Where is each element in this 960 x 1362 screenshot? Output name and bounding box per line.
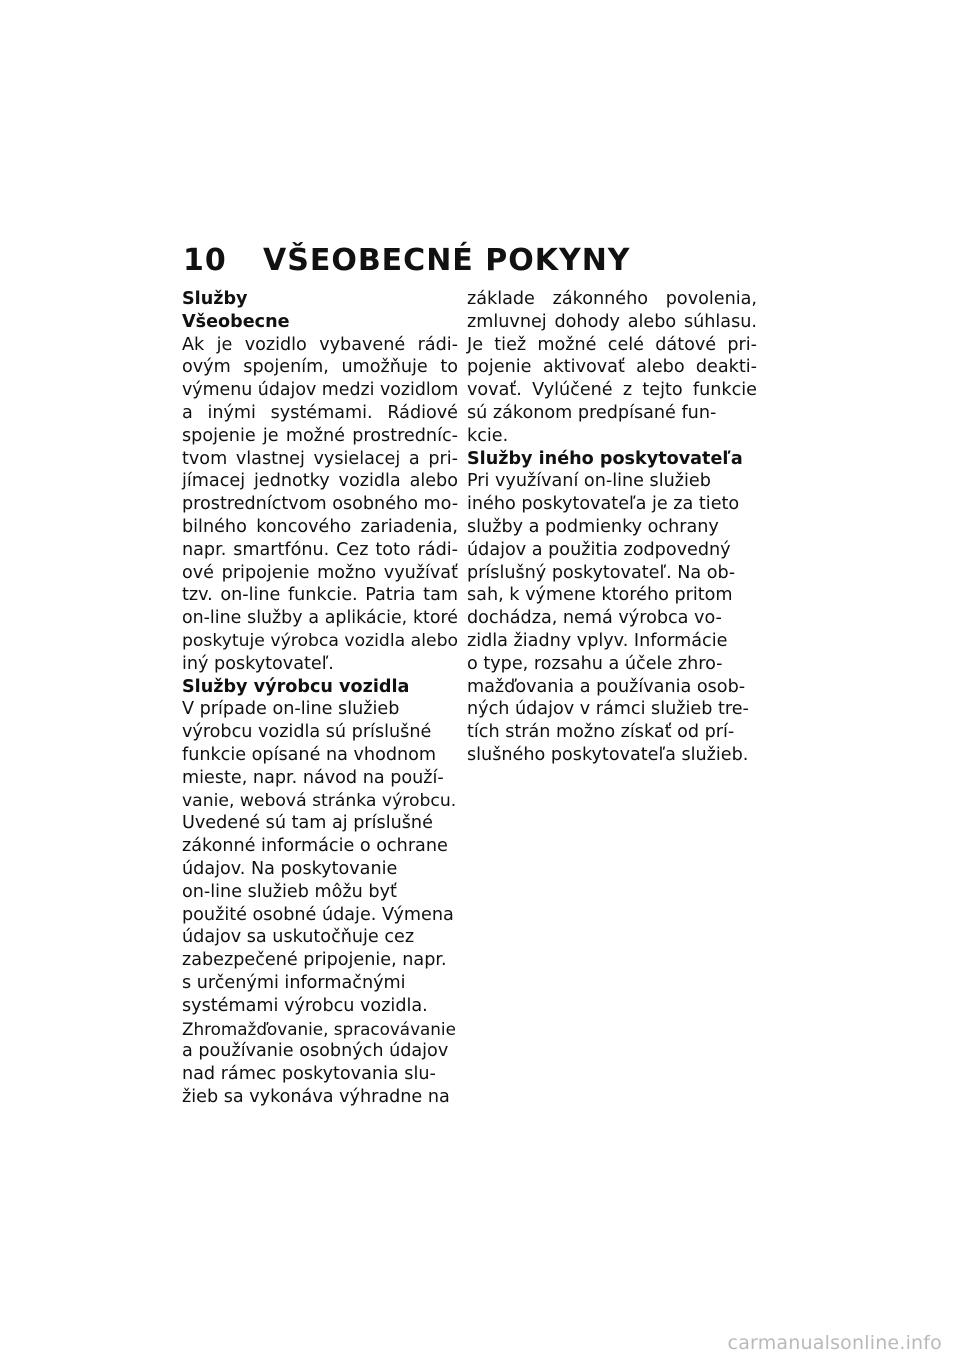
text-line: ovým spojením, umožňuje to <box>182 357 458 378</box>
text-line: zidla žiadny vplyv. Informácie <box>467 630 728 651</box>
text-line: systémami výrobcu vozidla. <box>182 995 428 1016</box>
section-heading: Všeobecne <box>182 311 290 332</box>
text-line: V prípade on-line služieb <box>182 699 400 720</box>
text-line: funkcie opísané na vhodnom <box>182 744 437 765</box>
text-line: sah, k výmene ktorého pritom <box>467 585 733 606</box>
text-line: prostredníctvom osobného mo- <box>182 494 459 515</box>
text-line: napr. smartfónu. Cez toto rádi- <box>182 539 458 560</box>
text-line: Pri využívaní on-line služieb <box>467 471 711 492</box>
text-line: ové pripojenie možno využívať <box>182 562 458 583</box>
text-line: vanie, webová stránka výrobcu. <box>182 790 457 811</box>
text-line: spojenie je možné prostredníc- <box>182 425 458 446</box>
text-line: poskytuje výrobca vozidla alebo <box>182 630 458 651</box>
text-line: základe zákonného povolenia, <box>467 289 757 309</box>
chapter-title: VŠEOBECNÉ POKYNY <box>263 243 631 278</box>
text-line: služby a podmienky ochrany <box>467 516 719 537</box>
text-line: o type, rozsahu a účele zhro- <box>467 653 723 674</box>
text-line: žieb sa vykonáva výhradne na <box>182 1086 450 1107</box>
text-line: Zhromažďovanie, spracovávanie <box>182 1018 456 1039</box>
text-line: mieste, napr. návod na použí- <box>182 767 444 788</box>
footer-watermark: carmanualsonline.info <box>727 1332 942 1354</box>
section-heading: Služby <box>182 289 248 309</box>
chapter-header <box>183 243 631 278</box>
text-line: výmenu údajov medzi vozidlom <box>182 380 459 401</box>
right-text-column <box>467 288 757 767</box>
text-line: dochádza, nemá výrobca vo- <box>467 608 722 629</box>
text-line: vovať. Vylúčené z tejto funkcie <box>467 380 757 401</box>
text-line: výrobcu vozidla sú príslušné <box>182 722 432 743</box>
text-line: a používanie osobných údajov <box>182 1041 449 1062</box>
text-line: použité osobné údaje. Výmena <box>182 904 454 925</box>
text-line: bilného koncového zariadenia, <box>182 516 458 537</box>
text-line: on-line služieb môžu byť <box>182 881 397 902</box>
text-line: jímacej jednotky vozidla alebo <box>182 471 458 492</box>
text-line: nad rámec poskytovania slu- <box>182 1064 436 1085</box>
text-line: zmluvnej dohody alebo súhlasu. <box>467 311 757 332</box>
section-heading: Služby výrobcu vozidla <box>182 676 410 697</box>
text-line: on-line služby a aplikácie, ktoré <box>182 608 458 629</box>
text-line: tvom vlastnej vysielacej a pri- <box>182 448 458 469</box>
text-line: údajov. Na poskytovanie <box>182 858 398 879</box>
section-heading: Služby iného poskytovateľa <box>467 448 743 469</box>
text-line: zabezpečené pripojenie, napr. <box>182 950 447 971</box>
text-line: Je tiež možné celé dátové pri- <box>467 334 757 355</box>
text-line: údajov a použitia zodpovedný <box>467 539 731 560</box>
text-line: sú zákonom predpísané fun- <box>467 402 717 423</box>
text-line: zákonné informácie o ochrane <box>182 836 448 857</box>
text-line: iný poskytovateľ. <box>182 653 334 674</box>
text-line: a inými systémami. Rádiové <box>182 402 458 423</box>
text-line: Ak je vozidlo vybavené rádi- <box>182 334 458 355</box>
text-line: ných údajov v rámci služieb tre- <box>467 699 749 720</box>
text-line: tích strán možno získať od prí- <box>467 722 735 743</box>
left-text-column <box>182 288 458 1109</box>
text-line: mažďovania a používania osob- <box>467 676 746 697</box>
text-line: pojenie aktivovať alebo deakti- <box>467 357 757 378</box>
text-line: kcie. <box>467 425 509 446</box>
text-line: slušného poskytovateľa služieb. <box>467 744 749 765</box>
text-line: Uvedené sú tam aj príslušné <box>182 813 433 834</box>
text-line: údajov sa uskutočňuje cez <box>182 927 415 948</box>
text-line: iného poskytovateľa je za tieto <box>467 494 740 515</box>
chapter-number: 10 <box>183 243 227 278</box>
text-line: tzv. on-line funkcie. Patria tam <box>182 585 458 606</box>
text-line: príslušný poskytovateľ. Na ob- <box>467 562 736 583</box>
text-line: s určenými informačnými <box>182 972 406 993</box>
